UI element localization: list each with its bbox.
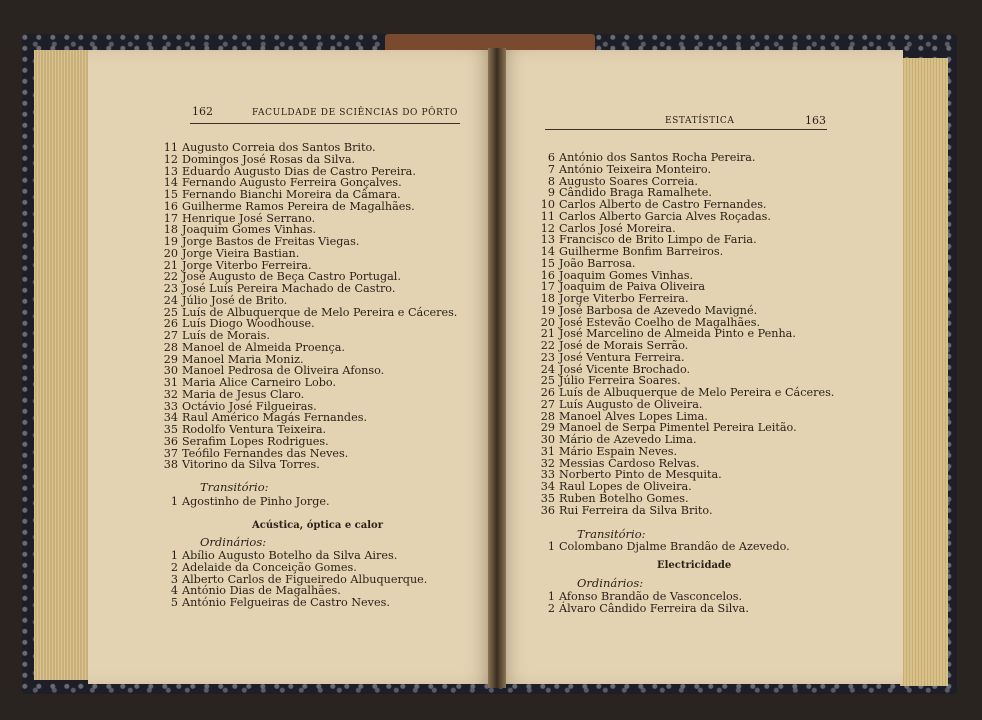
- entry-name: António dos Santos Rocha Pereira.: [559, 151, 756, 164]
- entry-name: Luís Augusto de Oliveira.: [559, 397, 703, 411]
- entry-name: Manoel Alves Lopes Lima.: [559, 409, 708, 423]
- entry-number: 5: [170, 596, 178, 609]
- entry-name: Manoel Maria Moniz.: [182, 352, 304, 366]
- entry-name: Luís de Morais.: [182, 329, 270, 342]
- left-section-title: Acústica, óptica e calor: [252, 520, 383, 531]
- entry-name: Manoel de Serpa Pimentel Pereira Leitão.: [559, 421, 797, 435]
- entry-name: Manoel de Almeida Proença.: [182, 340, 345, 354]
- entry-number: 13: [540, 233, 555, 247]
- entry-number: 36: [540, 503, 555, 517]
- entry-name: Luís de Albuquerque de Melo Pereira e Cáceres.: [559, 386, 835, 399]
- entry-name: Carlos José Moreira.: [559, 221, 676, 235]
- entry-number: 25: [163, 305, 178, 319]
- entry-name: Abílio Augusto Botelho da Silva Aires.: [182, 549, 398, 562]
- entry-number: 26: [540, 386, 555, 399]
- entry-name: Norberto Pinto de Mesquita.: [559, 468, 722, 482]
- page-edges-left: [34, 50, 94, 680]
- entry-number: 24: [163, 293, 178, 307]
- list-entry: [158, 496, 330, 508]
- entry-number: 37: [163, 446, 178, 460]
- entry-number: 25: [540, 374, 555, 388]
- list-entry: [158, 597, 427, 609]
- entry-name: Teófilo Fernandes das Neves.: [182, 446, 349, 460]
- entry-number: 32: [540, 456, 555, 470]
- entry-number: 3: [170, 572, 178, 586]
- entry-number: 1: [547, 540, 555, 553]
- entry-number: 13: [163, 164, 178, 178]
- book-gutter: [488, 48, 506, 688]
- right-page-number: 163: [805, 114, 826, 127]
- entry-number: 17: [540, 280, 555, 294]
- left-student-list: [158, 142, 457, 471]
- entry-name: José Luís Pereira Machado de Castro.: [182, 282, 396, 295]
- entry-name: Ruben Botelho Gomes.: [559, 491, 689, 505]
- entry-name: Colombano Djalme Brandão de Azevedo.: [559, 540, 790, 553]
- entry-name: Adelaide da Conceição Gomes.: [182, 560, 357, 574]
- entry-name: João Barrosa.: [559, 256, 636, 270]
- entry-number: 27: [540, 397, 555, 411]
- entry-name: José Ventura Ferreira.: [559, 350, 685, 364]
- entry-name: Fernando Bianchi Moreira da Câmara.: [182, 188, 401, 201]
- entry-number: 9: [547, 186, 555, 200]
- entry-number: 29: [540, 421, 555, 435]
- entry-name: Jorge Viterbo Ferreira.: [182, 258, 312, 272]
- entry-name: Mário de Azevedo Lima.: [559, 433, 697, 446]
- entry-number: 34: [540, 480, 555, 493]
- entry-number: 21: [540, 327, 555, 341]
- entry-number: 15: [163, 188, 178, 201]
- entry-name: Messias Cardoso Relvas.: [559, 456, 700, 470]
- entry-name: Augusto Soares Correia.: [559, 174, 698, 188]
- entry-number: 18: [540, 292, 555, 305]
- right-page: [497, 50, 903, 684]
- entry-name: Raul Lopes de Oliveira.: [559, 480, 692, 493]
- entry-number: 1: [170, 549, 178, 562]
- entry-name: Eduardo Augusto Dias de Castro Pereira.: [182, 164, 416, 178]
- entry-name: Jorge Bastos de Freitas Viegas.: [182, 235, 360, 248]
- entry-name: Carlos Alberto de Castro Fernandes.: [559, 198, 767, 211]
- entry-number: 21: [163, 258, 178, 272]
- entry-name: José Vicente Brochado.: [559, 362, 691, 376]
- right-transitorio-list: [535, 541, 790, 553]
- entry-name: Agostinho de Pinho Jorge.: [182, 495, 330, 508]
- entry-number: 15: [540, 256, 555, 270]
- list-entry: [535, 505, 834, 517]
- left-ordinarios-list: [158, 550, 427, 609]
- entry-number: 35: [163, 423, 178, 436]
- entry-name: Octávio José Filgueiras.: [182, 399, 317, 413]
- left-page: [88, 50, 495, 684]
- entry-number: 4: [170, 584, 178, 598]
- entry-name: José Estevão Coelho de Magalhães.: [559, 315, 761, 329]
- entry-number: 33: [540, 468, 555, 482]
- left-header-rule: [190, 123, 460, 124]
- entry-name: Álvaro Cândido Ferreira da Silva.: [559, 601, 749, 615]
- entry-name: Carlos Alberto Garcia Alves Roçadas.: [559, 209, 771, 223]
- entry-number: 20: [540, 315, 555, 329]
- entry-number: 17: [163, 211, 178, 225]
- entry-name: Serafim Lopes Rodrigues.: [182, 434, 329, 448]
- entry-number: 34: [163, 411, 178, 425]
- entry-name: Jorge Vieira Bastian.: [182, 246, 300, 260]
- right-header-rule: [545, 129, 827, 130]
- entry-name: José Augusto de Beça Castro Portugal.: [182, 270, 401, 284]
- entry-name: Guilherme Ramos Pereira de Magalhães.: [182, 199, 415, 213]
- list-entry: [535, 603, 749, 615]
- entry-number: 16: [540, 268, 555, 282]
- entry-number: 23: [540, 350, 555, 364]
- entry-number: 14: [163, 176, 178, 190]
- entry-number: 11: [163, 141, 178, 154]
- entry-number: 16: [163, 199, 178, 213]
- entry-number: 26: [163, 317, 178, 331]
- entry-name: Manoel Pedrosa de Oliveira Afonso.: [182, 364, 385, 378]
- entry-number: 38: [163, 458, 178, 472]
- entry-number: 36: [163, 434, 178, 448]
- entry-number: 30: [163, 364, 178, 378]
- entry-name: Júlio Ferreira Soares.: [559, 374, 681, 388]
- entry-number: 14: [540, 245, 555, 258]
- entry-name: Maria Alice Carneiro Lobo.: [182, 376, 336, 389]
- entry-name: Luís Diogo Woodhouse.: [182, 317, 315, 331]
- entry-name: Vitorino da Silva Torres.: [182, 458, 320, 472]
- entry-number: 29: [163, 352, 178, 366]
- entry-number: 28: [163, 340, 178, 354]
- entry-number: 23: [163, 282, 178, 295]
- left-ordinarios-label: Ordinários:: [200, 535, 267, 549]
- entry-name: Afonso Brandão de Vasconcelos.: [559, 590, 743, 603]
- entry-name: Luís de Albuquerque de Melo Pereira e Cáceres.: [182, 305, 458, 319]
- left-transitorio-list: [158, 496, 330, 508]
- list-entry: [535, 541, 790, 553]
- entry-number: 19: [163, 235, 178, 248]
- entry-number: 32: [163, 387, 178, 401]
- page-edges-right: [900, 58, 948, 686]
- entry-number: 18: [163, 223, 178, 237]
- entry-name: Cândido Braga Ramalhete.: [559, 186, 712, 200]
- entry-number: 12: [163, 152, 178, 166]
- right-ordinarios-list: [535, 591, 749, 615]
- entry-number: 2: [547, 601, 555, 615]
- entry-number: 22: [163, 270, 178, 284]
- entry-number: 6: [547, 151, 555, 164]
- right-transitorio-label: Transitório:: [577, 527, 646, 541]
- entry-name: Fernando Augusto Ferreira Gonçalves.: [182, 176, 402, 190]
- left-transitorio-label: Transitório:: [200, 480, 269, 494]
- entry-number: 1: [547, 590, 555, 603]
- entry-number: 24: [540, 362, 555, 376]
- right-ordinarios-label: Ordinários:: [577, 576, 644, 590]
- entry-name: António Dias de Magalhães.: [182, 584, 341, 598]
- entry-name: José Marcelino de Almeida Pinto e Penha.: [559, 327, 796, 341]
- entry-name: Raul Américo Magás Fernandes.: [182, 411, 368, 425]
- left-running-header: FACULDADE DE SCIÊNCIAS DO PÔRTO: [252, 108, 458, 118]
- entry-name: Domingos José Rosas da Silva.: [182, 152, 356, 166]
- entry-name: Maria de Jesus Claro.: [182, 387, 305, 401]
- entry-name: Augusto Correia dos Santos Brito.: [182, 141, 376, 154]
- entry-number: 1: [170, 495, 178, 508]
- entry-number: 33: [163, 399, 178, 413]
- right-section-title: Electricidade: [657, 560, 732, 571]
- entry-name: Francisco de Brito Limpo de Faria.: [559, 233, 757, 247]
- entry-number: 31: [163, 376, 178, 389]
- entry-number: 35: [540, 491, 555, 505]
- entry-number: 8: [547, 174, 555, 188]
- entry-name: Júlio José de Brito.: [182, 293, 288, 307]
- entry-name: Rui Ferreira da Silva Brito.: [559, 503, 713, 517]
- right-running-header: ESTATÍSTICA: [665, 116, 735, 126]
- entry-number: 28: [540, 409, 555, 423]
- right-student-list: [535, 152, 834, 516]
- entry-name: Henrique José Serrano.: [182, 211, 316, 225]
- entry-number: 2: [170, 560, 178, 574]
- entry-number: 19: [540, 303, 555, 317]
- list-entry: [158, 459, 457, 471]
- entry-number: 30: [540, 433, 555, 446]
- entry-name: Mário Espain Neves.: [559, 444, 678, 458]
- entry-number: 27: [163, 329, 178, 342]
- entry-number: 12: [540, 221, 555, 235]
- entry-number: 22: [540, 339, 555, 352]
- entry-name: Guilherme Bonfim Barreiros.: [559, 245, 724, 258]
- entry-name: Joaquim Gomes Vinhas.: [559, 268, 694, 282]
- entry-name: Alberto Carlos de Figueiredo Albuquerque.: [182, 572, 428, 586]
- entry-name: Jorge Viterbo Ferreira.: [559, 292, 689, 305]
- entry-number: 7: [547, 162, 555, 176]
- entry-number: 20: [163, 246, 178, 260]
- entry-number: 10: [540, 198, 555, 211]
- entry-name: Rodolfo Ventura Teixeira.: [182, 423, 327, 436]
- entry-name: António Felgueiras de Castro Neves.: [182, 596, 390, 609]
- entry-name: José de Morais Serrão.: [559, 339, 689, 352]
- entry-name: António Teixeira Monteiro.: [559, 162, 711, 176]
- entry-name: Joaquim de Paiva Oliveira: [559, 280, 706, 294]
- entry-number: 11: [540, 209, 555, 223]
- left-page-number: 162: [192, 105, 213, 118]
- entry-name: José Barbosa de Azevedo Mavigné.: [559, 303, 758, 317]
- entry-name: Joaquim Gomes Vinhas.: [182, 223, 317, 237]
- entry-number: 31: [540, 444, 555, 458]
